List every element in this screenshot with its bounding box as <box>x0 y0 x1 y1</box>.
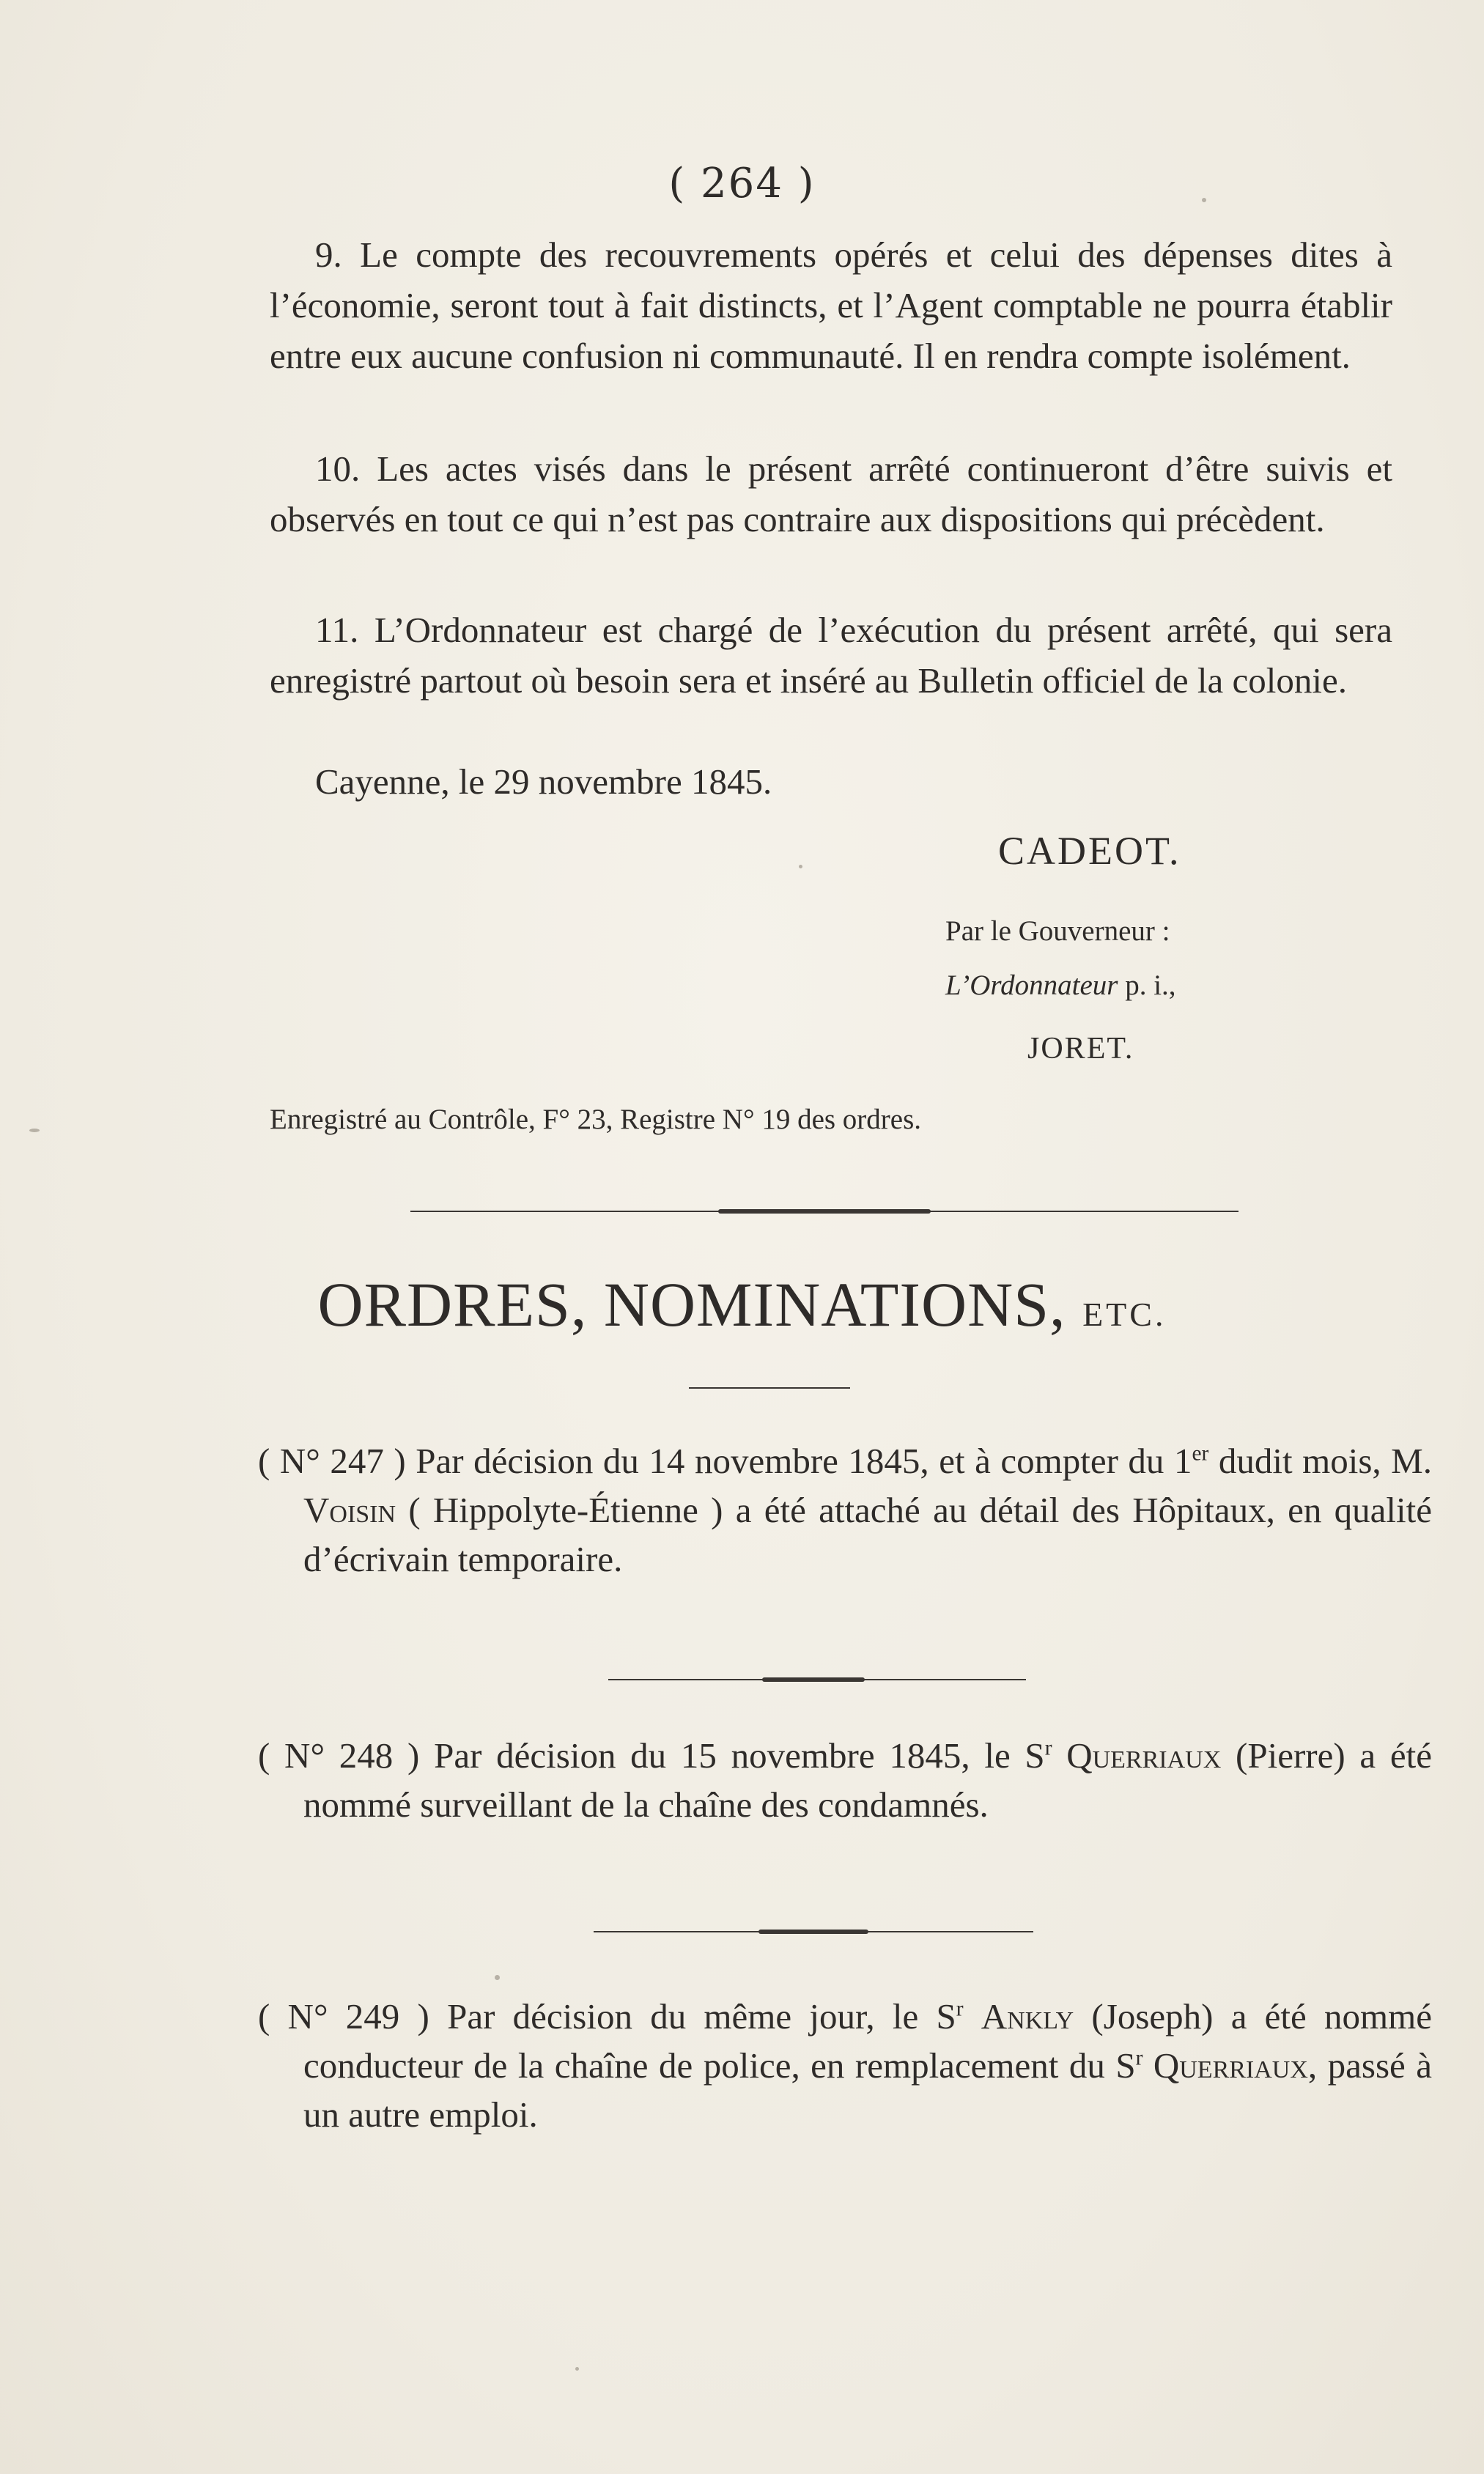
superscript: r <box>1044 1736 1052 1760</box>
entry-text <box>1052 1735 1066 1776</box>
entry-text: Par décision du 14 novembre 1845, et à compter du 1 <box>416 1441 1192 1481</box>
article-10 <box>270 443 1392 544</box>
entry-text: (Pierre) a été nommé surveillant de la chaîne des condamnés. <box>303 1735 1433 1825</box>
person-name: Querriaux <box>1153 2045 1308 2086</box>
entry-text: ( Hippolyte-Étienne ) a été attaché au détail des Hôpitaux, en qualité d’écrivain temporaire. <box>303 1490 1432 1579</box>
entry-text <box>964 1996 981 2037</box>
role-title: L’Ordonnateur <box>945 970 1118 1001</box>
heading-main: ORDRES, NOMINATIONS, <box>317 1269 1066 1340</box>
dateline: Cayenne, le 29 novembre 1845. <box>315 761 772 802</box>
entry-248 <box>258 1731 1432 1829</box>
page-number: ( 264 ) <box>668 160 816 207</box>
entry-text: Par décision du même jour, le S <box>447 1996 956 2037</box>
article-9 <box>270 229 1392 381</box>
article-text: Les actes visés dans le présent arrêté continueront d’être suivis et observés en tout ce qui n’est pas contraire aux dispositions qui précèdent. <box>270 448 1392 539</box>
entry-text: Par décision du 15 novembre 1845, le S <box>434 1735 1045 1776</box>
paper-fleck <box>495 1975 500 1980</box>
entry-divider <box>594 1931 1033 1932</box>
role-suffix: p. i., <box>1118 970 1176 1001</box>
paper-fleck <box>29 1129 40 1132</box>
heading-underline <box>689 1387 850 1389</box>
paper-fleck <box>1202 198 1206 202</box>
person-name: Voisin <box>303 1490 396 1530</box>
entry-247 <box>258 1436 1432 1584</box>
superscript: r <box>1135 2046 1143 2070</box>
article-number: 10. <box>315 448 361 489</box>
entry-text: dudit mois, M. <box>1208 1441 1432 1481</box>
divider-swell <box>718 1209 931 1214</box>
paper-fleck <box>799 865 802 868</box>
section-heading <box>0 1268 1484 1341</box>
article-text: Le compte des recouvrements opérés et celui des dépenses dites à l’économie, seront tout à fait distincts, et l’Agent comptable ne pourra établir entre eux aucune confusion ni communauté. Il en rendra compte isolément. <box>270 235 1392 376</box>
entry-text: (Joseph) a été nommé conducteur de la chaîne de police, en remplacement du S <box>303 1996 1433 2086</box>
paper-fleck <box>575 2367 579 2371</box>
entry-number: ( N° 247 ) <box>258 1441 406 1481</box>
divider-swell <box>762 1677 865 1682</box>
entry-number: ( N° 249 ) <box>258 1996 429 2037</box>
section-divider <box>410 1211 1238 1212</box>
heading-small: ETC. <box>1082 1296 1167 1333</box>
countersignature: JORET. <box>1027 1032 1134 1066</box>
signature-role <box>945 969 1176 1002</box>
entry-divider <box>608 1679 1026 1680</box>
person-name: Ankly <box>981 1996 1074 2037</box>
signature-by-line: Par le Gouverneur : <box>945 915 1170 947</box>
article-number: 11. <box>315 610 359 650</box>
superscript: er <box>1192 1441 1209 1466</box>
registry-note: Enregistré au Contrôle, F° 23, Registre N° 19 des ordres. <box>270 1104 922 1135</box>
superscript: r <box>956 1997 964 2021</box>
person-name: Querriaux <box>1066 1735 1222 1776</box>
divider-swell <box>758 1930 868 1934</box>
article-text: L’Ordonnateur est chargé de l’exécution du présent arrêté, qui sera enregistré partout où besoin sera et inséré au Bulletin officiel de la colonie. <box>270 610 1392 701</box>
entry-text: , passé à un autre emploi. <box>303 2045 1432 2135</box>
entry-number: ( N° 248 ) <box>258 1735 420 1776</box>
article-number: 9. <box>315 235 342 275</box>
entry-249 <box>258 1992 1432 2139</box>
signature-name: CADEOT. <box>998 829 1181 873</box>
article-11 <box>270 605 1392 706</box>
